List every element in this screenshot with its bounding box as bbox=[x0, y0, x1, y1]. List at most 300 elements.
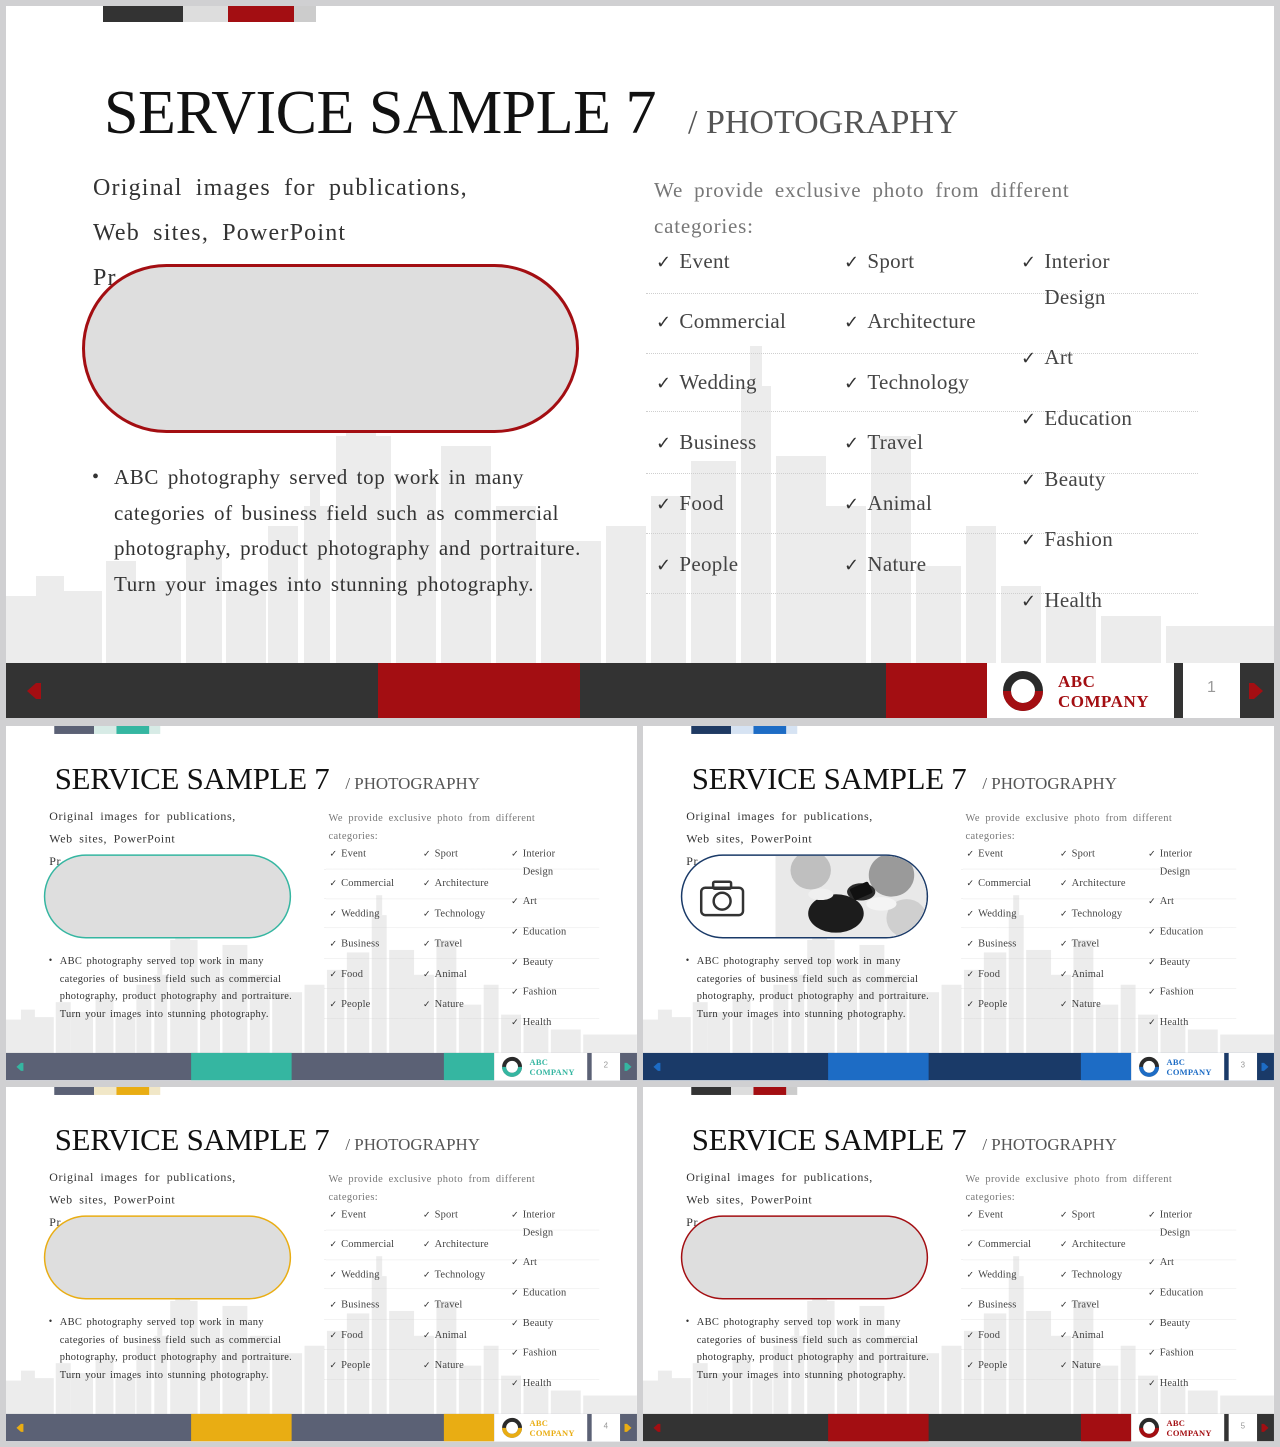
description-bullet bbox=[49, 952, 298, 1023]
check-icon: ✓ bbox=[966, 1209, 975, 1220]
description-bullet bbox=[686, 1313, 935, 1384]
check-icon: ✓ bbox=[656, 555, 672, 576]
check-icon: ✓ bbox=[1059, 1329, 1068, 1341]
check-icon: ✓ bbox=[329, 1329, 338, 1341]
image-placeholder[interactable] bbox=[681, 854, 928, 938]
category-label: Art bbox=[1044, 345, 1074, 369]
check-icon: ✓ bbox=[1021, 591, 1037, 612]
category-label: People bbox=[679, 552, 739, 576]
check-icon: ✓ bbox=[511, 896, 519, 907]
check-icon: ✓ bbox=[1059, 1269, 1068, 1281]
category-item bbox=[1060, 1205, 1095, 1224]
categories-intro: We provide exclusive photo from different categories: bbox=[965, 811, 1173, 842]
category-label: Interior Design bbox=[522, 846, 556, 877]
category-item bbox=[656, 364, 757, 402]
category-item bbox=[1148, 1313, 1190, 1332]
category-label: Wedding bbox=[978, 907, 1017, 920]
category-item bbox=[511, 952, 553, 971]
category-item bbox=[1060, 874, 1126, 893]
check-icon: ✓ bbox=[966, 1360, 975, 1371]
top-accent-bar-1 bbox=[691, 726, 731, 734]
prev-arrow-icon[interactable] bbox=[15, 1423, 25, 1433]
category-label: Interior Design bbox=[1159, 846, 1193, 877]
category-label: Animal bbox=[434, 1328, 467, 1341]
category-item bbox=[329, 874, 394, 893]
check-icon: ✓ bbox=[422, 848, 431, 859]
category-label: Architecture bbox=[1071, 876, 1126, 889]
category-item bbox=[329, 1295, 379, 1314]
check-icon: ✓ bbox=[511, 1017, 519, 1028]
category-item bbox=[423, 1235, 489, 1254]
top-accent-bar-3 bbox=[116, 1087, 149, 1095]
category-item bbox=[1148, 1253, 1174, 1272]
check-icon: ✓ bbox=[422, 1299, 431, 1310]
category-item bbox=[1060, 1325, 1104, 1344]
top-accent-bar-1 bbox=[54, 1087, 94, 1095]
footer-bar bbox=[6, 1053, 637, 1080]
category-item bbox=[511, 892, 537, 911]
company-logo bbox=[494, 1414, 587, 1441]
check-icon: ✓ bbox=[329, 1269, 338, 1281]
category-label: People bbox=[978, 997, 1008, 1010]
category-item bbox=[966, 844, 1003, 863]
category-item bbox=[1148, 1205, 1199, 1241]
check-icon: ✓ bbox=[422, 1329, 431, 1341]
company-name: ABC COMPANY bbox=[529, 1057, 575, 1077]
category-label: Technology bbox=[434, 907, 486, 920]
category-item bbox=[1021, 400, 1132, 438]
check-icon: ✓ bbox=[511, 1257, 519, 1268]
image-placeholder[interactable] bbox=[44, 1215, 291, 1299]
category-item bbox=[329, 934, 379, 953]
category-item bbox=[1060, 995, 1101, 1014]
description-bullet bbox=[92, 460, 592, 602]
intro-line: Web sites, PowerPoint bbox=[49, 1193, 176, 1207]
slide-content bbox=[643, 726, 1274, 1080]
category-item bbox=[511, 1343, 557, 1362]
category-label: Sport bbox=[434, 846, 459, 859]
company-logo bbox=[1131, 1414, 1224, 1441]
check-icon: ✓ bbox=[1148, 1317, 1156, 1329]
categories-intro: We provide exclusive photo from different categories: bbox=[328, 1172, 536, 1203]
category-item bbox=[1148, 1283, 1203, 1302]
category-label: Technology bbox=[1071, 907, 1123, 920]
slide-subtitle: / PHOTOGRAPHY bbox=[982, 774, 1117, 794]
category-label: Beauty bbox=[522, 955, 554, 968]
next-arrow-icon[interactable] bbox=[1260, 1423, 1270, 1433]
category-item bbox=[1060, 1235, 1126, 1254]
slide-content bbox=[6, 6, 1274, 718]
category-item bbox=[423, 874, 489, 893]
footer-accent-block bbox=[444, 1053, 494, 1080]
intro-line: Original images for publications, bbox=[686, 810, 873, 824]
check-icon: ✓ bbox=[329, 1239, 338, 1250]
footer-accent-block bbox=[191, 1053, 292, 1080]
category-label: Education bbox=[1044, 406, 1133, 430]
intro-line: Web sites, PowerPoint bbox=[49, 832, 176, 846]
next-arrow-icon[interactable] bbox=[623, 1423, 633, 1433]
check-icon: ✓ bbox=[1059, 878, 1068, 889]
category-item bbox=[1060, 964, 1104, 983]
check-icon: ✓ bbox=[1148, 926, 1156, 937]
category-item bbox=[423, 1205, 458, 1224]
category-label: Education bbox=[1159, 925, 1204, 937]
category-label: Business bbox=[978, 1297, 1017, 1310]
logo-ring-icon bbox=[501, 1417, 523, 1439]
check-icon: ✓ bbox=[966, 1299, 975, 1310]
category-label: Health bbox=[1159, 1015, 1189, 1028]
prev-arrow-icon[interactable] bbox=[652, 1062, 662, 1072]
category-item bbox=[966, 1235, 1031, 1254]
check-icon: ✓ bbox=[1059, 1209, 1068, 1220]
company-logo bbox=[494, 1053, 587, 1080]
category-item bbox=[656, 485, 724, 523]
check-icon: ✓ bbox=[966, 878, 975, 889]
category-label: Food bbox=[978, 967, 1001, 980]
category-item bbox=[1148, 982, 1194, 1001]
category-item bbox=[1060, 934, 1099, 953]
footer-accent-block bbox=[444, 1414, 494, 1441]
slide-subtitle: / PHOTOGRAPHY bbox=[688, 104, 959, 141]
category-item bbox=[329, 844, 366, 863]
category-item bbox=[966, 934, 1016, 953]
check-icon: ✓ bbox=[1059, 1239, 1068, 1250]
category-label: Wedding bbox=[341, 1268, 380, 1281]
check-icon: ✓ bbox=[1148, 848, 1156, 859]
category-divider bbox=[646, 533, 1198, 534]
slide-title: SERVICE SAMPLE 7 bbox=[54, 1123, 330, 1158]
category-label: Travel bbox=[1071, 1297, 1100, 1310]
bullet-text: ABC photography served top work in many categories of business field such as commercial photography, product photography and portraiture. Turn your images into stunning photography. bbox=[114, 465, 581, 596]
category-label: Interior Design bbox=[1159, 1207, 1193, 1238]
category-item bbox=[1148, 922, 1203, 941]
page-number-box bbox=[592, 1414, 620, 1441]
intro-line: Pr bbox=[686, 1215, 699, 1229]
slide-subtitle: / PHOTOGRAPHY bbox=[982, 1135, 1117, 1155]
category-item bbox=[966, 1265, 1016, 1284]
intro-line: Original images for publications, bbox=[686, 1171, 873, 1185]
category-label: Event bbox=[679, 249, 730, 273]
category-item bbox=[329, 1356, 370, 1375]
check-icon: ✓ bbox=[1148, 1017, 1156, 1028]
category-label: Architecture bbox=[867, 309, 976, 333]
company-name: ABC COMPANY bbox=[1166, 1057, 1212, 1077]
image-placeholder[interactable] bbox=[82, 264, 579, 433]
check-icon: ✓ bbox=[656, 494, 672, 515]
category-label: Travel bbox=[867, 430, 924, 454]
category-label: Travel bbox=[1071, 936, 1100, 949]
check-icon: ✓ bbox=[1148, 1347, 1156, 1359]
top-accent-bar-2 bbox=[94, 726, 116, 734]
category-label: Fashion bbox=[1159, 1346, 1194, 1359]
category-item bbox=[511, 1205, 562, 1241]
category-label: Food bbox=[978, 1328, 1001, 1341]
description-bullet bbox=[49, 1313, 298, 1384]
check-icon: ✓ bbox=[511, 956, 519, 968]
category-label: Health bbox=[1159, 1376, 1189, 1389]
category-label: Interior Design bbox=[1044, 249, 1110, 309]
check-icon: ✓ bbox=[511, 1287, 519, 1298]
bullet-marker: • bbox=[685, 954, 690, 966]
check-icon: ✓ bbox=[1148, 1378, 1156, 1389]
bullet-marker: • bbox=[48, 1315, 53, 1327]
check-icon: ✓ bbox=[966, 1329, 975, 1341]
check-icon: ✓ bbox=[844, 373, 860, 394]
category-item bbox=[1021, 521, 1113, 559]
company-logo bbox=[987, 663, 1174, 718]
category-label: People bbox=[978, 1358, 1008, 1371]
category-label: Education bbox=[1159, 1286, 1204, 1298]
top-accent-bar-4 bbox=[294, 6, 316, 22]
top-accent-bar-4 bbox=[786, 1087, 797, 1095]
category-item bbox=[844, 364, 969, 402]
category-item bbox=[423, 964, 467, 983]
check-icon: ✓ bbox=[329, 848, 338, 859]
slide-content bbox=[643, 1087, 1274, 1441]
prev-arrow-icon[interactable] bbox=[24, 681, 44, 701]
camera-icon bbox=[697, 877, 747, 919]
category-label: Commercial bbox=[341, 876, 395, 889]
category-label: Education bbox=[522, 1286, 567, 1298]
check-icon: ✓ bbox=[656, 252, 672, 273]
check-icon: ✓ bbox=[422, 968, 431, 980]
check-icon: ✓ bbox=[1148, 1287, 1156, 1298]
image-placeholder[interactable] bbox=[44, 854, 291, 938]
category-label: Commercial bbox=[679, 309, 787, 333]
category-item bbox=[329, 1265, 379, 1284]
category-item bbox=[511, 1253, 537, 1272]
category-label: Travel bbox=[434, 936, 463, 949]
company-logo bbox=[1131, 1053, 1224, 1080]
category-item bbox=[1060, 1356, 1101, 1375]
category-item bbox=[1060, 1265, 1122, 1284]
category-label: Event bbox=[341, 846, 367, 859]
footer-accent-block bbox=[191, 1414, 292, 1441]
category-label: Animal bbox=[867, 491, 933, 515]
category-item bbox=[656, 303, 786, 341]
check-icon: ✓ bbox=[511, 1378, 519, 1389]
check-icon: ✓ bbox=[1021, 530, 1037, 551]
intro-line: Web sites, PowerPoint bbox=[686, 1193, 813, 1207]
category-label: Wedding bbox=[341, 907, 380, 920]
top-accent-bar-1 bbox=[103, 6, 183, 22]
check-icon: ✓ bbox=[1059, 1360, 1068, 1371]
category-item bbox=[423, 1325, 467, 1344]
check-icon: ✓ bbox=[1059, 999, 1068, 1010]
prev-arrow-icon[interactable] bbox=[652, 1423, 662, 1433]
check-icon: ✓ bbox=[422, 1239, 431, 1250]
category-label: Nature bbox=[1071, 997, 1101, 1010]
bullet-marker: • bbox=[92, 466, 100, 488]
page-number-box bbox=[592, 1053, 620, 1080]
top-accent-bar-2 bbox=[183, 6, 228, 22]
category-label: Sport bbox=[867, 249, 915, 273]
check-icon: ✓ bbox=[1148, 1257, 1156, 1268]
check-icon: ✓ bbox=[329, 1360, 338, 1371]
category-label: Art bbox=[1159, 894, 1175, 907]
slide-5-thumbnail[interactable] bbox=[643, 1087, 1274, 1442]
category-item bbox=[1021, 582, 1102, 620]
image-placeholder[interactable] bbox=[681, 1215, 928, 1299]
bullet-marker: • bbox=[685, 1315, 690, 1327]
prev-arrow-icon[interactable] bbox=[15, 1062, 25, 1072]
check-icon: ✓ bbox=[1059, 908, 1068, 920]
check-icon: ✓ bbox=[511, 926, 519, 937]
category-item bbox=[844, 485, 932, 523]
category-item bbox=[423, 934, 462, 953]
category-label: Nature bbox=[434, 997, 464, 1010]
check-icon: ✓ bbox=[1059, 938, 1068, 949]
category-item bbox=[1021, 461, 1106, 499]
page-number: 1 bbox=[1207, 679, 1216, 696]
category-label: Food bbox=[341, 967, 364, 980]
check-icon: ✓ bbox=[1059, 848, 1068, 859]
slide-1[interactable] bbox=[6, 6, 1274, 718]
logo-ring-icon bbox=[501, 1056, 523, 1078]
category-label: Nature bbox=[1071, 1358, 1101, 1371]
category-item bbox=[656, 546, 738, 584]
category-label: Health bbox=[522, 1015, 552, 1028]
check-icon: ✓ bbox=[656, 312, 672, 333]
check-icon: ✓ bbox=[422, 999, 431, 1010]
next-arrow-icon[interactable] bbox=[1260, 1062, 1270, 1072]
top-accent-bar-1 bbox=[54, 726, 94, 734]
check-icon: ✓ bbox=[966, 1239, 975, 1250]
category-item bbox=[966, 1356, 1007, 1375]
page-number-box bbox=[1183, 663, 1240, 718]
category-label: Architecture bbox=[1071, 1237, 1126, 1250]
next-arrow-icon[interactable] bbox=[623, 1062, 633, 1072]
category-item bbox=[1060, 844, 1095, 863]
category-item bbox=[844, 303, 976, 341]
categories-intro: We provide exclusive photo from different categories: bbox=[965, 1172, 1173, 1203]
slide-subtitle: / PHOTOGRAPHY bbox=[345, 774, 480, 794]
category-item bbox=[844, 243, 914, 281]
intro-line: Web sites, PowerPoint bbox=[686, 832, 813, 846]
check-icon: ✓ bbox=[966, 908, 975, 920]
category-label: Fashion bbox=[1044, 527, 1113, 551]
check-icon: ✓ bbox=[1059, 1299, 1068, 1310]
page-number: 3 bbox=[1240, 1060, 1246, 1070]
check-icon: ✓ bbox=[844, 555, 860, 576]
company-name: ABC COMPANY bbox=[1166, 1418, 1212, 1438]
category-divider bbox=[646, 473, 1198, 474]
top-accent-bar-3 bbox=[753, 1087, 786, 1095]
category-label: People bbox=[341, 1358, 371, 1371]
category-label: Beauty bbox=[1159, 1316, 1191, 1329]
check-icon: ✓ bbox=[656, 373, 672, 394]
footer-bar bbox=[6, 663, 1274, 718]
category-item bbox=[1148, 1374, 1188, 1393]
page-number: 2 bbox=[603, 1060, 609, 1070]
top-accent-bar-1 bbox=[691, 1087, 731, 1095]
category-label: People bbox=[341, 997, 371, 1010]
category-item bbox=[511, 844, 562, 880]
category-item bbox=[423, 1265, 485, 1284]
category-label: Education bbox=[522, 925, 567, 937]
category-divider bbox=[646, 593, 1198, 594]
description-bullet bbox=[686, 952, 935, 1023]
category-item bbox=[966, 1205, 1003, 1224]
footer-accent-block bbox=[828, 1414, 929, 1441]
category-label: Art bbox=[1159, 1255, 1175, 1268]
top-accent-bar-2 bbox=[731, 726, 753, 734]
bullet-text: ABC photography served top work in many categories of business field such as commercial photography, product photography and portraiture. Turn your images into stunning photography. bbox=[696, 954, 930, 1020]
category-item bbox=[1148, 1343, 1194, 1362]
category-item bbox=[1148, 892, 1174, 911]
category-item bbox=[511, 1313, 553, 1332]
intro-line: Pr bbox=[49, 1215, 62, 1229]
check-icon: ✓ bbox=[422, 878, 431, 889]
category-item bbox=[511, 982, 557, 1001]
category-item bbox=[1021, 339, 1073, 377]
category-label: Fashion bbox=[522, 985, 557, 998]
slide-title: SERVICE SAMPLE 7 bbox=[54, 762, 330, 797]
check-icon: ✓ bbox=[329, 1209, 338, 1220]
check-icon: ✓ bbox=[1021, 409, 1037, 430]
intro-line: Pr bbox=[49, 854, 62, 868]
slide-4-thumbnail[interactable] bbox=[6, 1087, 637, 1442]
check-icon: ✓ bbox=[844, 252, 860, 273]
category-label: Technology bbox=[867, 370, 970, 394]
category-item bbox=[656, 424, 756, 462]
check-icon: ✓ bbox=[1059, 968, 1068, 980]
category-item bbox=[329, 1205, 366, 1224]
check-icon: ✓ bbox=[1148, 956, 1156, 968]
slide-3-thumbnail[interactable] bbox=[643, 726, 1274, 1081]
check-icon: ✓ bbox=[511, 1347, 519, 1359]
category-label: Sport bbox=[434, 1207, 459, 1220]
category-item bbox=[511, 1283, 566, 1302]
intro-line: Pr bbox=[686, 854, 699, 868]
intro-line: Web sites, PowerPoint bbox=[93, 220, 347, 246]
logo-ring-icon bbox=[1138, 1417, 1160, 1439]
category-label: Architecture bbox=[434, 1237, 489, 1250]
slide-title: SERVICE SAMPLE 7 bbox=[691, 762, 967, 797]
category-item bbox=[966, 904, 1016, 923]
category-label: Travel bbox=[434, 1297, 463, 1310]
company-name: ABC COMPANY bbox=[1058, 672, 1149, 711]
category-item bbox=[423, 904, 485, 923]
bullet-text: ABC photography served top work in many categories of business field such as commercial photography, product photography and portraiture. Turn your images into stunning photography. bbox=[696, 1315, 930, 1381]
category-label: Business bbox=[679, 430, 757, 454]
top-accent-bar-3 bbox=[228, 6, 294, 22]
top-accent-bar-4 bbox=[149, 1087, 160, 1095]
check-icon: ✓ bbox=[511, 848, 519, 859]
category-item bbox=[1148, 952, 1190, 971]
category-item bbox=[844, 424, 923, 462]
next-arrow-icon[interactable] bbox=[1246, 681, 1266, 701]
category-label: Nature bbox=[867, 552, 927, 576]
top-accent-bar-4 bbox=[786, 726, 797, 734]
check-icon: ✓ bbox=[422, 1269, 431, 1281]
check-icon: ✓ bbox=[1148, 986, 1156, 998]
category-label: Business bbox=[978, 936, 1017, 949]
intro-line: Original images for publications, bbox=[49, 1171, 236, 1185]
category-item bbox=[966, 1325, 1000, 1344]
categories-intro: We provide exclusive photo from different categories: bbox=[328, 811, 536, 842]
slide-content bbox=[6, 726, 637, 1080]
category-label: Interior Design bbox=[522, 1207, 556, 1238]
category-item bbox=[966, 874, 1031, 893]
category-label: Commercial bbox=[341, 1237, 395, 1250]
check-icon: ✓ bbox=[329, 938, 338, 949]
slide-2-thumbnail[interactable] bbox=[6, 726, 637, 1081]
categories-intro: We provide exclusive photo from different categories: bbox=[654, 178, 1070, 238]
check-icon: ✓ bbox=[844, 494, 860, 515]
check-icon: ✓ bbox=[844, 433, 860, 454]
check-icon: ✓ bbox=[1148, 896, 1156, 907]
